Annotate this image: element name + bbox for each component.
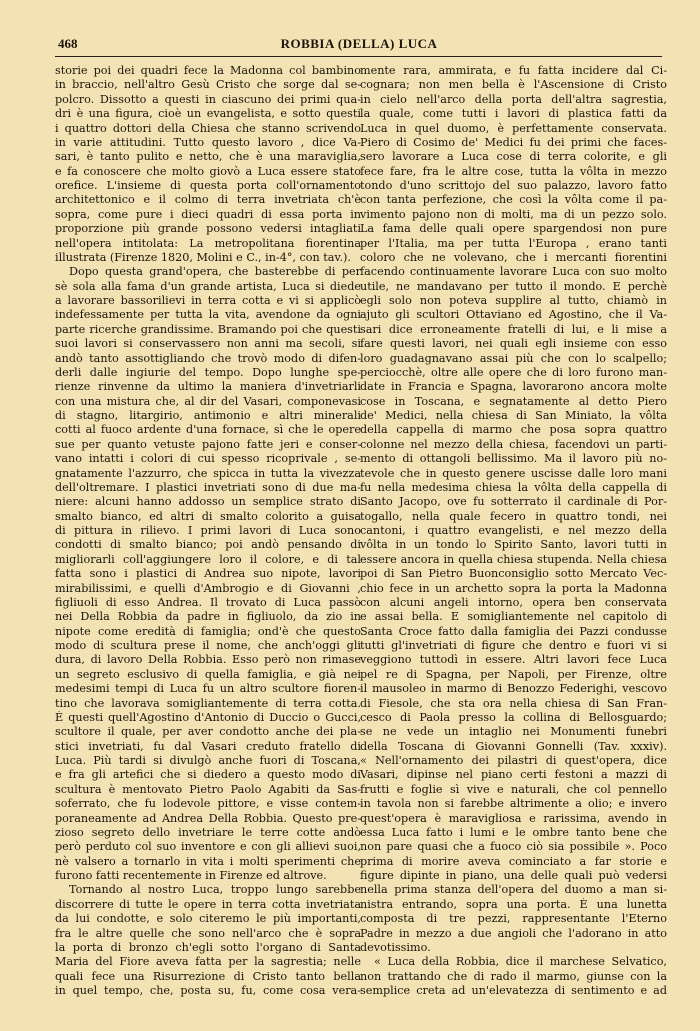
text-line: orefice. L'insieme di questa porta coll'ornamento bbox=[55, 179, 361, 192]
text-line: de' Medici, nella chiesa di San Miniato, la vôlta bbox=[360, 409, 667, 422]
text-line: fra le altre quelle che sono nell'arco che è sopra bbox=[55, 926, 361, 940]
text-line: stici invetriati, fu dal Vasari creduto fratello di bbox=[55, 739, 361, 753]
text-line: nè valsero a tornarlo in vita i molti sperimenti che bbox=[55, 854, 361, 868]
text-line: quest'opera è maravigliosa e rarissima, avendo in bbox=[360, 811, 667, 825]
text-line: in braccio, nell'altro Gesù Cristo che sorge dal se- bbox=[55, 78, 361, 92]
text-line: Maria del Fiore aveva fatta per la sagrestia; nelle bbox=[55, 955, 361, 969]
text-line: Vasari, dipinse nel piano certi festoni a mazzi di bbox=[360, 768, 667, 782]
text-line: La fama delle quali opere spargendosi non pure bbox=[360, 222, 667, 236]
text-line: quali fece una Risurrezione di Cristo tanto bella bbox=[55, 969, 361, 983]
text-line: chio fece in un archetto sopra la porta la Madonna bbox=[360, 581, 667, 595]
text-line: smalto bianco, ed altri di smalto colorito a guisa bbox=[55, 509, 361, 523]
text-line: però perduto col suo inventore e con gli allievi suoi, bbox=[55, 840, 361, 854]
text-line: nistra entrando, sopra una porta. È una lunetta bbox=[360, 897, 667, 911]
text-line: e fra gli artefici che si diedero a questo modo di bbox=[55, 768, 361, 782]
text-line: Santa Croce fatto dalla famiglia dei Pazzi condusse bbox=[360, 624, 667, 638]
text-line: tino che lavorava somigliantemente di terra cotta. bbox=[55, 696, 361, 710]
text-line: vano intatti i colori di cui spesso ricoprivale , se- bbox=[55, 452, 361, 466]
text-line: tutti gl'invetriati di figure che dentro e fuori vi si bbox=[360, 639, 667, 652]
text-line: zioso segreto dello invetriare le terre cotte andò bbox=[55, 825, 361, 839]
text-line: un segreto esclusivo di quella famiglia, e già nei bbox=[55, 667, 361, 681]
text-line: poi di San Pietro Buonconsiglio sotto Mercato Vec- bbox=[360, 567, 667, 581]
text-line: fu nella medesima chiesa la vôlta della cappella di bbox=[360, 480, 667, 494]
text-line: vôlta in un tondo lo Spirito Santo, lavori tutti in bbox=[360, 538, 667, 552]
text-line: proporzione più grande possono vedersi intagliati bbox=[55, 222, 361, 236]
page-number: 468 bbox=[58, 36, 78, 51]
page-header bbox=[58, 36, 660, 56]
text-line: Tornando al nostro Luca, troppo lungo sarebbe bbox=[69, 883, 361, 897]
text-line: frutti e foglie sì vive e naturali, che col pennello bbox=[360, 782, 667, 796]
text-line: facendo continuamente lavorare Luca con suo molto bbox=[360, 265, 667, 279]
text-line: da lui condotte, e solo citeremo le più importanti, bbox=[55, 912, 361, 926]
header-rule bbox=[55, 56, 662, 57]
text-line: i quattro dottori della Chiesa che stanno scrivendo bbox=[55, 121, 361, 135]
text-line: devotissimo. bbox=[360, 940, 431, 954]
text-line: rienze rinvenne da ultimo la maniera d'invetriarli bbox=[55, 380, 361, 394]
text-line: e assai bella. E somigliantemente nel capitolo di bbox=[360, 610, 667, 624]
text-line: suoi lavori si conservassero non anni ma secoli, si bbox=[55, 337, 361, 351]
text-line: non pare quasi che a fuoco ciò sia possibile ». Poco bbox=[360, 840, 667, 854]
text-line: cantoni, i quattro evangelisti, e nel mezzo della bbox=[360, 524, 667, 537]
text-line: in varie attitudini. Tutto questo lavoro , dice Va- bbox=[55, 135, 361, 149]
text-line: sue per quanto vetuste pajono fatte jeri e conser- bbox=[55, 437, 361, 451]
text-line: polcro. Dissotto a questi in ciascuno dei primi qua- bbox=[55, 92, 361, 106]
text-line: Luca in quel duomo, è perfettamente conservata. bbox=[360, 121, 667, 135]
text-line: della Toscana di Giovanni Gonnelli (Tav. xxxiv). bbox=[360, 739, 667, 753]
text-line: figure dipinte in piano, una delle quali può vedersi bbox=[360, 869, 667, 882]
text-line: fatta sono i plastici di Andrea suo nipote, lavori bbox=[55, 567, 361, 581]
text-line: È questi quell'Agostino d'Antonio di Duccio o Gucci, bbox=[55, 710, 361, 724]
text-line: loro guadagnavano assai più che con lo scalpello; bbox=[360, 351, 667, 365]
text-line: sari, è tanto pulito e netto, che è una maraviglia, bbox=[55, 150, 361, 164]
text-line: la quale, come tutti i lavori di plastica fatti da bbox=[360, 107, 667, 121]
text-line: modo di scultura prese il nome, che anch'oggi gli bbox=[55, 639, 361, 652]
text-line: con tanta perfezione, che così la vôlta come il pa- bbox=[360, 193, 667, 207]
text-line: niere: alcuni hanno addosso un semplice strato di bbox=[55, 495, 361, 509]
text-line: e fa conoscere che molto giovò a Luca essere stato bbox=[55, 164, 361, 178]
text-line: indefessamente per tutta la vita, avendone da ogni bbox=[55, 308, 361, 322]
text-line: andò tanto assottigliando che trovò modo di difen- bbox=[55, 351, 361, 365]
text-line: storie poi dei quadri fece la Madonna col bambino bbox=[55, 64, 361, 77]
text-line: veggiono tuttodì in essere. Altri lavori fece Luca bbox=[360, 653, 667, 667]
text-line: fare questi lavori, nei quali egli insieme con esso bbox=[360, 337, 667, 351]
text-line: per l'Italia, ma per tutta l'Europa , erano tanti bbox=[360, 236, 667, 250]
text-line: in cielo nell'arco della porta dell'altra sagrestia, bbox=[360, 92, 667, 106]
text-line: nipote come eredità di famiglia; ond'è che questo bbox=[55, 624, 361, 638]
text-line: parte ricerche grandissime. Bramando poi che questi bbox=[55, 322, 361, 336]
text-line: pel re di Spagna, per Napoli, per Firenze, oltre bbox=[360, 667, 667, 681]
text-line: scultura è mentovato Pietro Paolo Agabiti da Sas- bbox=[55, 782, 361, 796]
text-line: coloro che ne volevano, che i mercanti fiorentini bbox=[360, 250, 667, 264]
text-line: perciocchè, oltre alle opere che di loro furono man- bbox=[360, 365, 667, 379]
text-line: soferrato, che fu lodevole pittore, e visse contem- bbox=[55, 797, 361, 811]
text-line: tevole che in questo genere uscisse dalle loro mani bbox=[360, 466, 667, 480]
text-line: togallo, nella quale fecero in quattro tondi, nei bbox=[360, 509, 667, 523]
text-line: il mausoleo in marmo di Benozzo Federighi, vescovo bbox=[360, 682, 667, 696]
left-column bbox=[55, 64, 361, 998]
text-line: composta di tre pezzi, rappresentante l'Eterno bbox=[360, 912, 667, 926]
text-line: dura, di lavoro Della Robbia. Esso però non rimase bbox=[55, 653, 361, 667]
text-line: sopra, come pure i dieci quadri di essa porta in bbox=[55, 207, 361, 221]
text-line: medesimi tempi di Luca fu un altro scultore fioren- bbox=[55, 682, 361, 696]
text-line: mirabilissimi, e quelli d'Ambrogio e di Giovanni , bbox=[55, 581, 361, 595]
text-line: nei Della Robbia da padre in figliuolo, da zio in bbox=[55, 610, 361, 624]
text-line: poraneamente ad Andrea Della Robbia. Questo pre- bbox=[55, 811, 361, 825]
text-line: sari dice erroneamente fratelli di lui, e li mise a bbox=[360, 322, 667, 336]
text-line: egli solo non poteva supplire al tutto, chiamò in bbox=[360, 294, 667, 307]
text-line: date in Francia e Spagna, lavorarono ancora molte bbox=[360, 380, 667, 394]
text-line: ajuto gli scultori Ottaviano ed Agostino, che il Va- bbox=[360, 308, 667, 322]
text-line: essere ancora in quella chiesa stupenda. Nella chiesa bbox=[360, 552, 667, 566]
text-line: fece fare, fra le altre cose, tutta la vôlta in mezzo bbox=[360, 164, 667, 178]
running-head: ROBBIA (DELLA) LUCA bbox=[280, 36, 438, 51]
text-line: con una mistura che, al dir del Vasari, componevasi bbox=[55, 394, 361, 408]
text-line: la porta di bronzo ch'egli sotto l'organo di Santa bbox=[55, 940, 361, 954]
text-line: derli dalle ingiurie del tempo. Dopo lunghe spe- bbox=[55, 365, 361, 379]
text-line: tondo d'uno scrittojo del suo palazzo, lavoro fatto bbox=[360, 179, 667, 192]
text-line: in quel tempo, che, posta su, fu, come cosa vera- bbox=[55, 984, 361, 997]
text-line: in tavola non si farebbe altrimente a olio; e invero bbox=[360, 797, 667, 811]
text-line: furono fatti recentemente in Firenze ed altrove. bbox=[55, 869, 327, 882]
text-line: cotti al fuoco ardente d'una fornace, sì che le opere bbox=[55, 423, 361, 437]
text-line: Luca. Più tardi si divulgò anche fuori di Toscana, bbox=[55, 754, 361, 767]
text-line: di Fiesole, che sta ora nella chiesa di San Fran- bbox=[360, 696, 667, 710]
text-line: « Luca della Robbia, dice il marchese Selvatico, bbox=[374, 955, 667, 969]
text-line: figliuoli di esso Andrea. Il trovato di Luca passò bbox=[55, 595, 361, 609]
text-line: condotti di smalto bianco; poi andò pensando di bbox=[55, 538, 361, 552]
text-line: di pittura in rilievo. I primi lavori di Luca sono bbox=[55, 524, 361, 537]
text-line: utile, ne mandavano per tutto il mondo. E perchè bbox=[360, 279, 667, 293]
text-line: dri è una figura, cioè un evangelista, e sotto questi bbox=[55, 107, 361, 121]
text-line: cesco di Paola presso la collina di Bellosguardo; bbox=[360, 710, 667, 724]
text-line: sè sola alla fama d'un grande artista, Luca si diede bbox=[55, 279, 361, 293]
text-line: cose in Toscana, e segnatamente al detto Piero bbox=[360, 394, 667, 408]
text-line: scultore il quale, per aver condotto anche dei pla- bbox=[55, 725, 361, 739]
text-line: della cappella di marmo che posa sopra quattro bbox=[360, 423, 667, 437]
text-line: Piero di Cosimo de' Medici fu dei primi che faces- bbox=[360, 135, 667, 149]
text-line: mente rara, ammirata, e fu fatta incidere dal Ci- bbox=[360, 64, 667, 77]
text-line: nell'opera intitolata: La metropolitana fiorentina bbox=[55, 236, 361, 250]
text-line: illustrata (Firenze 1820, Molini e C., in-4°, con tav.). bbox=[55, 250, 351, 264]
text-line: gnatamente l'azzurro, che spicca in tutta la vivezza bbox=[55, 466, 361, 480]
text-line: con alcuni angeli intorno, opera ben conservata bbox=[360, 595, 667, 609]
text-line: prima di morire aveva cominciato a far storie e bbox=[360, 854, 667, 868]
text-line: di stagno, litargirio, antimonio e altri minerali bbox=[55, 409, 361, 422]
text-line: sero lavorare a Luca cose di terra colorite, e gli bbox=[360, 150, 667, 164]
text-line: essa Luca fatto i lumi e le ombre tanto bene che bbox=[360, 825, 667, 839]
text-line: Santo Jacopo, ove fu sotterrato il cardinale di Por- bbox=[360, 495, 667, 509]
text-line: se ne vede un intaglio nei Monumenti funebri bbox=[360, 725, 667, 739]
text-line: non trattando che di rado il marmo, giunse con la bbox=[360, 969, 667, 983]
text-line: nella prima stanza dell'opera del duomo a man si- bbox=[360, 883, 667, 897]
text-line: Dopo questa grand'opera, che basterebbe di per bbox=[69, 265, 361, 279]
text-line: mento di ottangoli bellissimo. Ma il lavoro più no- bbox=[360, 452, 667, 466]
text-line: « Nell'ornamento dei pilastri di quest'opera, dice bbox=[360, 754, 667, 767]
text-line: a lavorare bassorilievi in terra cotta e vi si applicò bbox=[55, 294, 361, 307]
text-line: cognara; non men bella è l'Ascensione di Cristo bbox=[360, 78, 667, 92]
text-line: architettonico e il colmo di terra invetriata ch'è bbox=[55, 193, 361, 207]
scan-artifact bbox=[510, 1015, 660, 1029]
right-column bbox=[360, 64, 667, 998]
text-line: vimento pajono non di molti, ma di un pezzo solo. bbox=[360, 207, 667, 221]
text-line: semplice creta ad un'elevatezza di sentimento e ad bbox=[360, 984, 667, 997]
text-line: dell'oltremare. I plastici invetriati sono di due ma- bbox=[55, 480, 361, 494]
text-line: colonne nel mezzo della chiesa, facendovi un parti- bbox=[360, 437, 667, 451]
text-line: Padre in mezzo a due angioli che l'adorano in atto bbox=[360, 926, 667, 940]
text-line: migliorarli coll'aggiungere loro il colore, e di tal bbox=[55, 552, 361, 566]
text-line: discorrere di tutte le opere in terra cotta invetriata bbox=[55, 897, 361, 911]
